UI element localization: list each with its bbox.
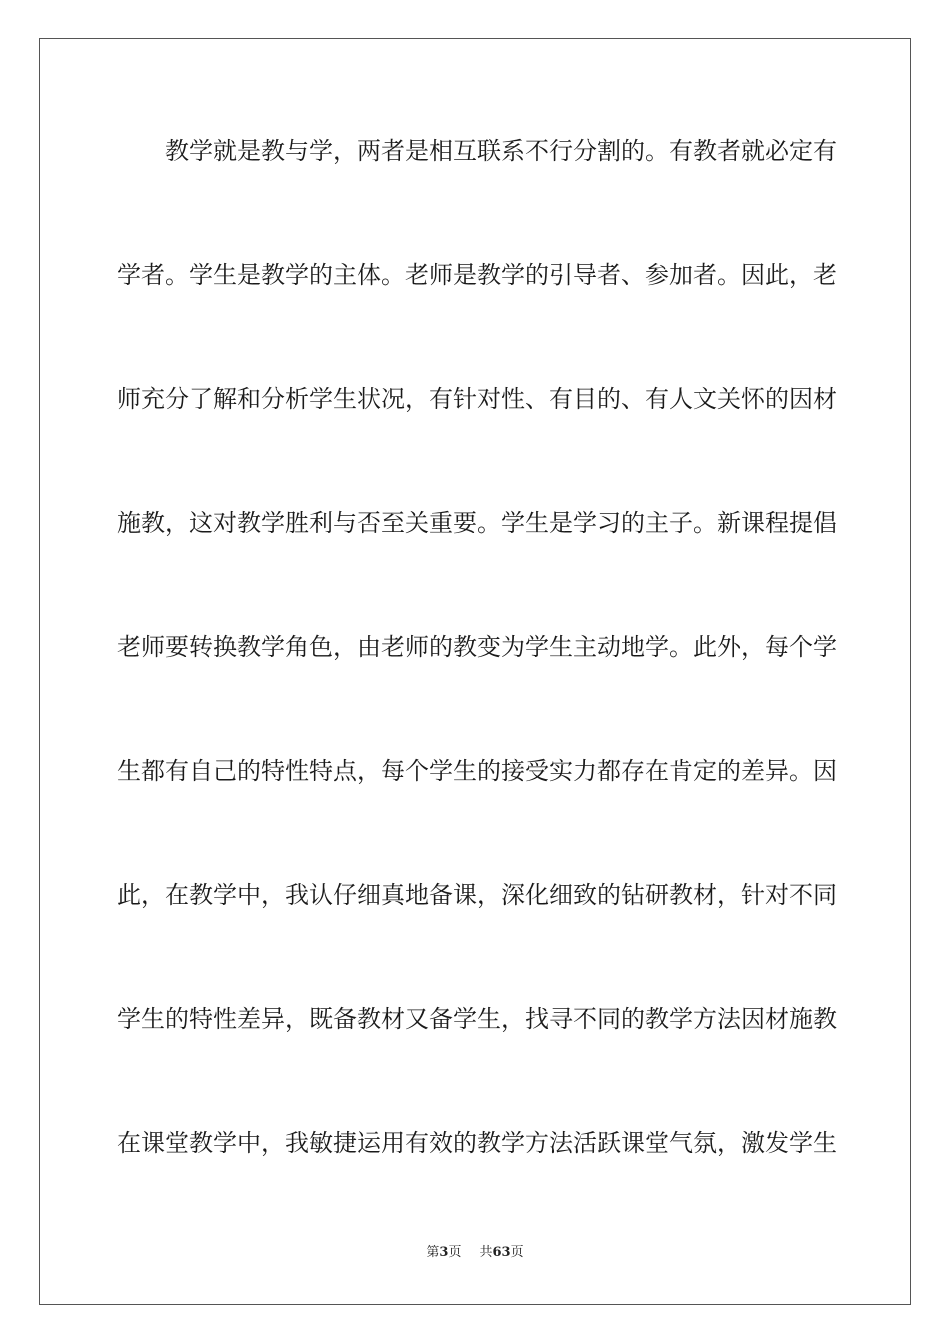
text-line-3: 师充分了解和分析学生状况，有针对性、有目的、有人文关怀的因材	[117, 385, 837, 413]
text-line-9: 在课堂教学中，我敏捷运用有效的教学方法活跃课堂气氛，激发学生	[117, 1129, 837, 1157]
page-footer	[0, 1244, 950, 1262]
text-line-5: 老师要转换教学角色，由老师的教变为学生主动地学。此外，每个学	[117, 633, 837, 661]
total-prefix: 共	[479, 1245, 493, 1260]
text-line-8: 学生的特性差异，既备教材又备学生，找寻不同的教学方法因材施教	[117, 1005, 837, 1033]
text-line-1: 教学就是教与学，两者是相互联系不行分割的。有教者就必定有	[165, 137, 837, 165]
total-pages: 63	[492, 1245, 511, 1260]
page-prefix: 第	[426, 1245, 440, 1260]
total-suffix: 页	[510, 1245, 524, 1260]
text-line-6: 生都有自己的特性特点，每个学生的接受实力都存在肯定的差异。因	[117, 757, 837, 785]
page-border	[39, 38, 911, 1305]
text-line-7: 此，在教学中，我认仔细真地备课，深化细致的钻研教材，针对不同	[117, 881, 837, 909]
text-line-4: 施教，这对教学胜利与否至关重要。学生是学习的主子。新课程提倡	[117, 509, 837, 537]
text-line-2: 学者。学生是教学的主体。老师是教学的引导者、参加者。因此，老	[117, 261, 837, 289]
page-suffix: 页	[448, 1245, 462, 1260]
page-number: 3	[439, 1245, 449, 1260]
